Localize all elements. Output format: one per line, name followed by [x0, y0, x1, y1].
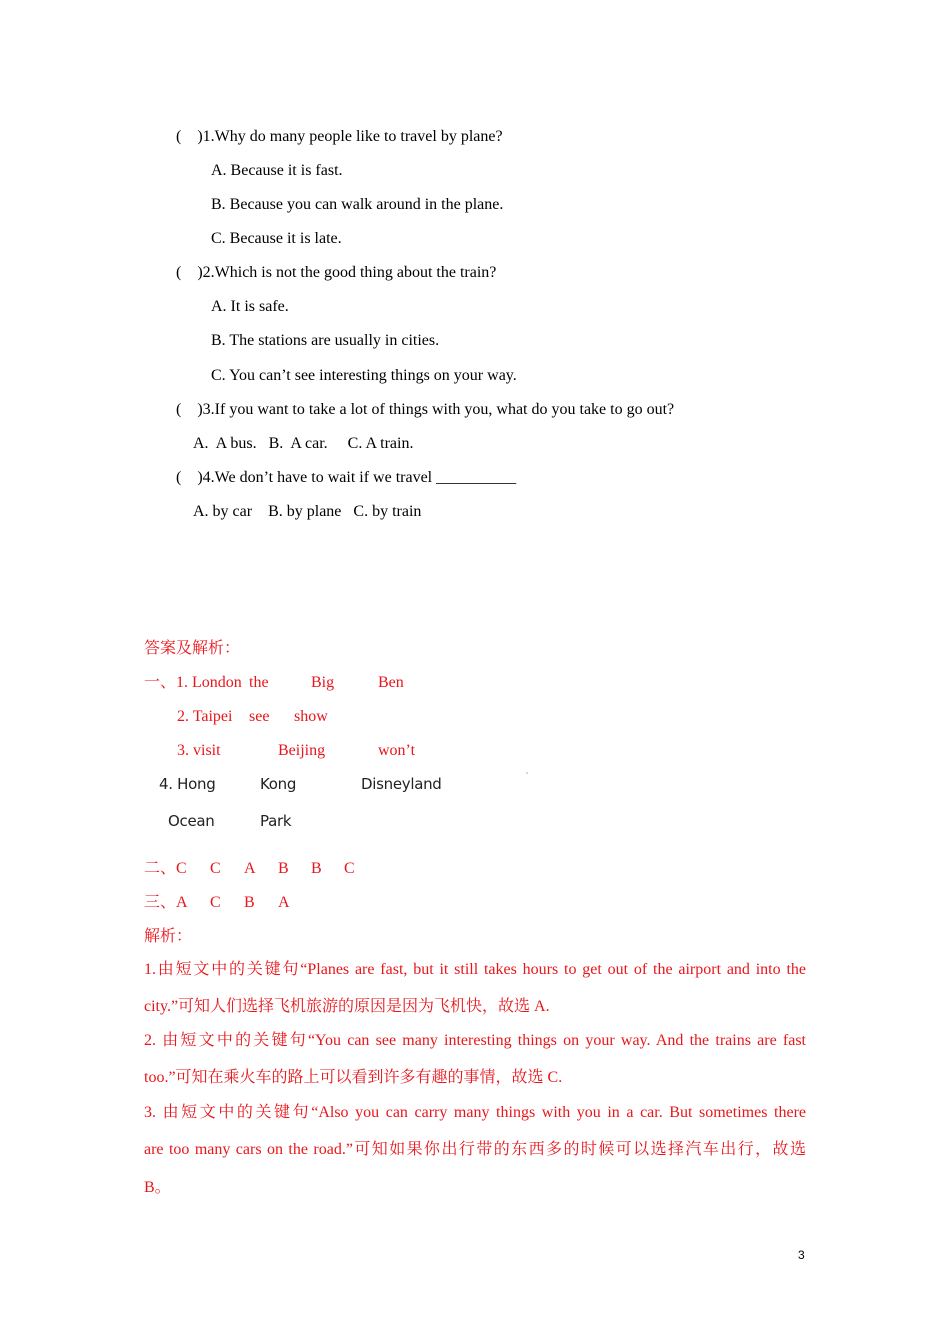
- question-2-option-c: C. You can’t see interesting things on your way.: [211, 367, 517, 384]
- explanation-3-line-3: B。: [144, 1179, 171, 1196]
- part2-answer-2: C: [210, 860, 221, 877]
- explanation-1-line-1: 1.由短文中的关键句“Planes are fast, but it still takes hours to get out of the airport and into the: [144, 961, 806, 978]
- question-1-stem: ( )1.Why do many people like to travel by plane?: [176, 128, 503, 145]
- question-4-options: A. by car B. by plane C. by train: [193, 503, 422, 520]
- explanation-3-line-1: 3. 由短文中的关键句“Also you can carry many things with you in a car. But sometimes there: [144, 1104, 806, 1121]
- part1-row1-prefix: 一、1. London: [144, 674, 242, 691]
- part1-row2-a: see: [249, 708, 270, 725]
- part2-prefix: 二、C: [144, 860, 187, 877]
- part1-row1-a: the: [249, 674, 269, 691]
- part3-answer-4: A: [278, 894, 290, 911]
- part2-answer-5: B: [311, 860, 322, 877]
- question-3-options: A. A bus. B. A car. C. A train.: [193, 435, 414, 452]
- part1-row3-prefix: 3. visit: [177, 742, 221, 759]
- part1-row5-b: Park: [260, 812, 292, 830]
- analysis-label: 解析：: [144, 928, 193, 945]
- part1-row2-b: show: [294, 708, 328, 725]
- explanation-3-line-2: are too many cars on the road.”可知如果你出行带的东西多的时候可以选择汽车出行，故选: [144, 1141, 806, 1158]
- part1-row4-b: Disneyland: [361, 775, 442, 793]
- part1-row2-prefix: 2. Taipei: [177, 708, 233, 725]
- part1-row4-a: Kong: [260, 775, 297, 793]
- stray-dot: [526, 772, 528, 774]
- question-3-stem: ( )3.If you want to take a lot of things with you, what do you take to go out?: [176, 401, 675, 418]
- part1-row5-a: Ocean: [168, 812, 215, 830]
- part1-row1-c: Ben: [378, 674, 404, 691]
- part1-row1-b: Big: [311, 674, 335, 691]
- explanation-1-line-2: city.”可知人们选择飞机旅游的原因是因为飞机快，故选 A.: [144, 998, 550, 1015]
- question-1-option-c: C. Because it is late.: [211, 230, 342, 247]
- question-4-stem: ( )4.We don’t have to wait if we travel __________: [176, 469, 517, 486]
- part3-answer-3: B: [244, 894, 255, 911]
- part3-prefix: 三、A: [144, 894, 188, 911]
- explanation-2-line-2: too.”可知在乘火车的路上可以看到许多有趣的事情，故选 C.: [144, 1069, 563, 1086]
- question-2-option-b: B. The stations are usually in cities.: [211, 332, 440, 349]
- part3-answer-2: C: [210, 894, 221, 911]
- explanation-2-line-1: 2. 由短文中的关键句“You can see many interesting things on your way. And the trains are fast: [144, 1032, 806, 1049]
- question-1-option-a: A. Because it is fast.: [211, 162, 343, 179]
- question-2-stem: ( )2.Which is not the good thing about the train?: [176, 264, 497, 281]
- part1-row3-b: won’t: [378, 742, 416, 759]
- part2-answer-3: A: [244, 860, 256, 877]
- question-2-option-a: A. It is safe.: [211, 298, 289, 315]
- question-1-option-b: B. Because you can walk around in the plane.: [211, 196, 504, 213]
- part1-row3-a: Beijing: [278, 742, 326, 759]
- part2-answer-6: C: [344, 860, 355, 877]
- page-number: 3: [798, 1248, 805, 1262]
- answers-heading: 答案及解析：: [144, 640, 241, 657]
- part2-answer-4: B: [278, 860, 289, 877]
- part1-row4-prefix: 4. Hong: [159, 775, 216, 793]
